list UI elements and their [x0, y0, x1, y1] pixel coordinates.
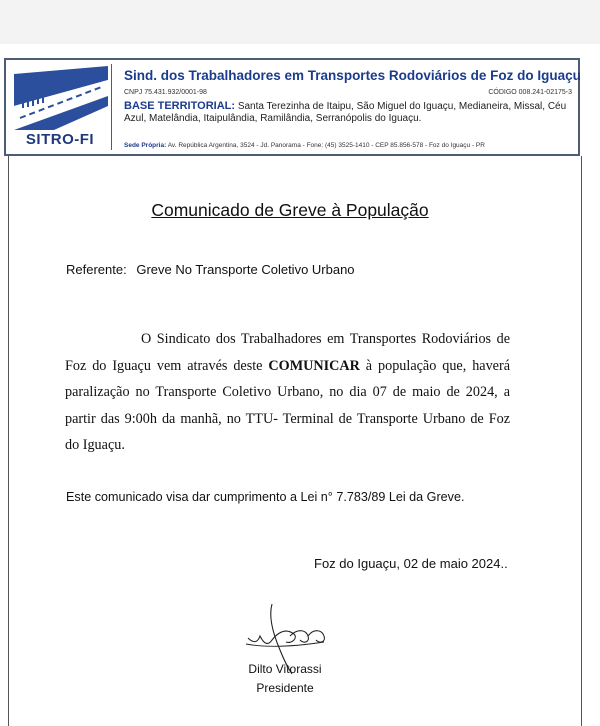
body-bold: COMUNICAR: [268, 357, 360, 374]
reference-value: Greve No Transporte Coletivo Urbano: [136, 262, 355, 277]
base-territorial: [124, 100, 578, 125]
signer-role: Presidente: [256, 681, 314, 695]
logo-text: SITRO-FI: [25, 131, 95, 148]
road-logo-icon: [14, 66, 108, 130]
body-text-1: O Sindicato dos Trabalhadores em Transportes Rodoviários de Foz do Iguaçu vem através deste: [65, 331, 510, 374]
body-paragraph: [65, 326, 510, 459]
date-line: Foz do Iguaçu, 02 de maio 2024..: [314, 556, 508, 571]
sede-line: [124, 142, 580, 149]
base-text: Santa Terezinha de Itaipu, São Miguel do Iguaçu, Medianeira, Missal, Céu Azul, Matelândia, Itaipulândia, Ramilândia, Serranópolis do Iguaçu.: [124, 101, 567, 124]
sede-label: Sede Própria:: [124, 142, 167, 149]
top-bar: [0, 0, 600, 44]
letterhead: [4, 58, 580, 156]
body-text-2: à população que, haverá paralização no Transporte Coletivo Urbano, no dia 07 de maio de 2024, a partir das 9:00h da manhã, no TTU- Terminal de Transporte Urbano de Foz do Iguaçu.: [65, 357, 510, 453]
cnpj-text: CNPJ 75.431.932/0001-98: [124, 89, 207, 96]
reference-line: [66, 262, 355, 277]
union-logo: [12, 64, 112, 150]
sede-text: Av. República Argentina, 3524 - Jd. Panorama - Fone: (45) 3525-1410 - CEP 85.856-578 - Foz do Iguaçu - PR: [167, 142, 485, 149]
codigo-text: CÓDIGO 008.241-02175-3: [488, 89, 572, 96]
union-name: Sind. dos Trabalhadores em Transportes Rodoviários de Foz do Iguaçu: [124, 68, 581, 83]
compliance-line: Este comunicado visa dar cumprimento a Lei n° 7.783/89 Lei da Greve.: [66, 490, 465, 504]
document-title: Comunicado de Greve à População: [151, 200, 429, 220]
base-label: BASE TERRITORIAL:: [124, 100, 236, 112]
reference-label: Referente:: [66, 262, 127, 277]
signer-name: Dilto Vitorassi: [248, 662, 322, 676]
